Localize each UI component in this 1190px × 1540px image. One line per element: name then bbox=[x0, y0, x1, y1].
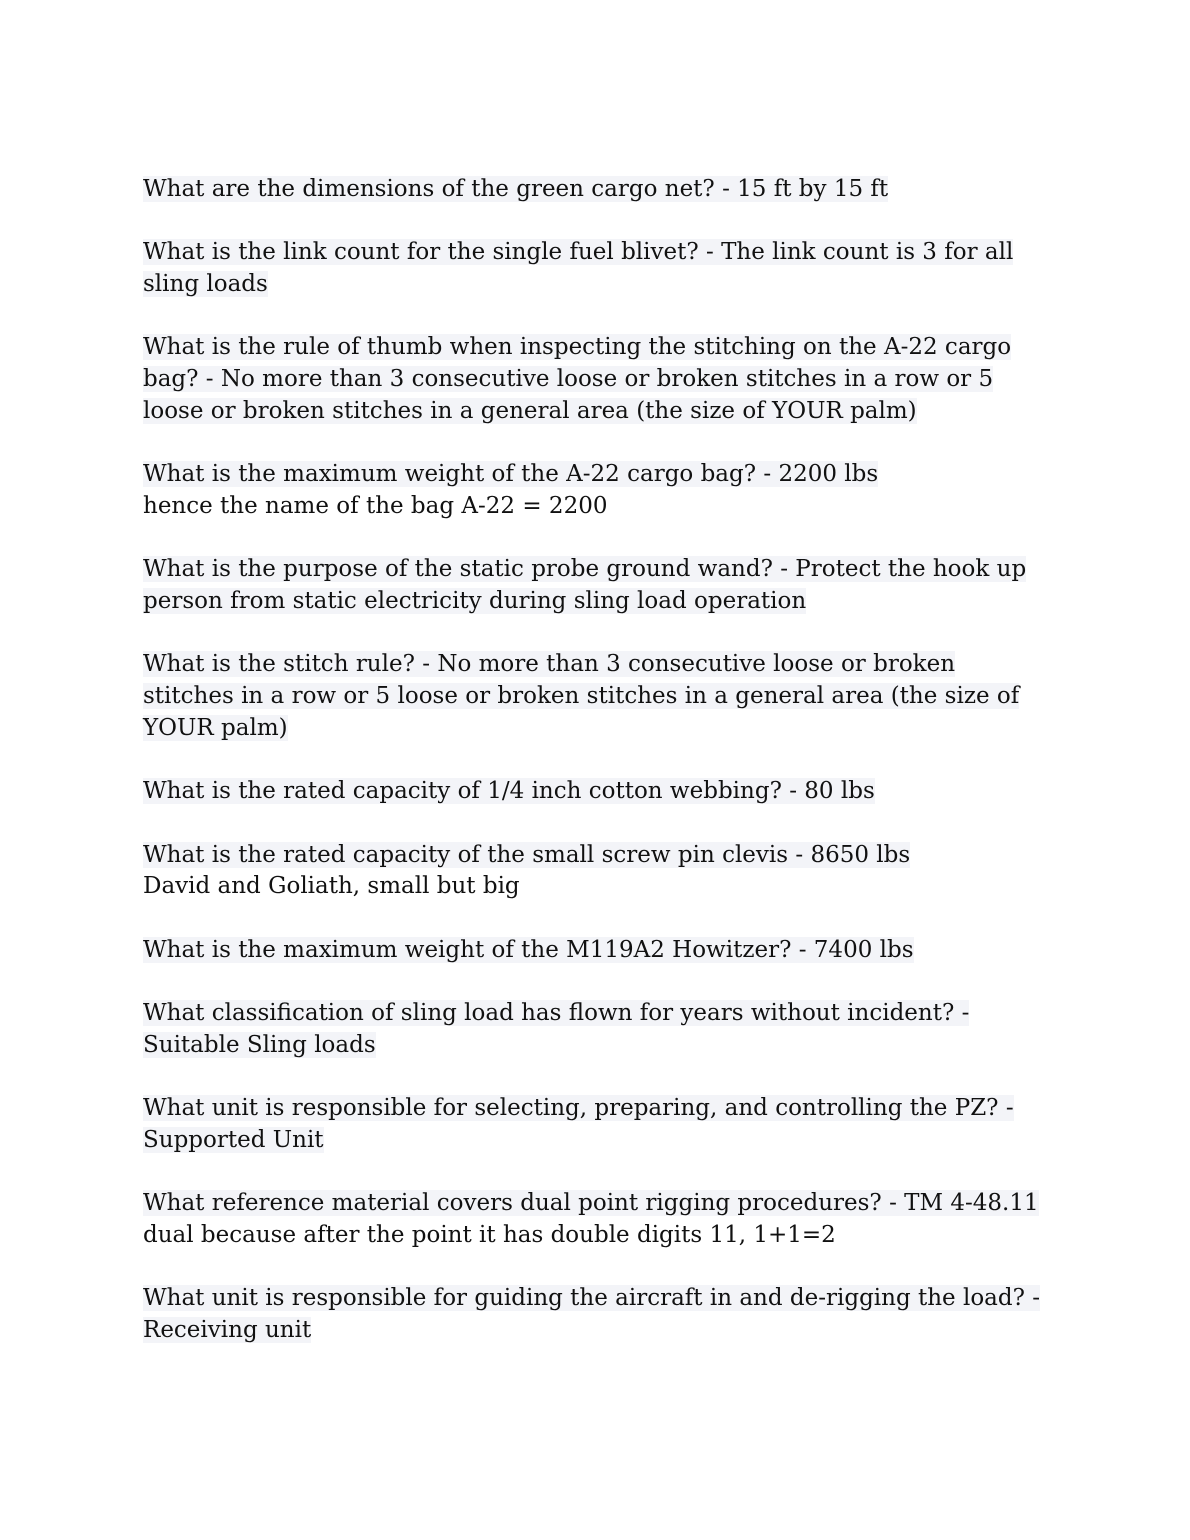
qa-note: David and Goliath, small but big bbox=[143, 873, 520, 900]
qa-text: What is the maximum weight of the A-22 cargo bag? - 2200 lbs bbox=[143, 461, 879, 488]
qa-note: hence the name of the bag A-22 = 2200 bbox=[143, 493, 608, 520]
qa-item bbox=[143, 237, 1048, 301]
qa-note: dual because after the point it has double digits 11, 1+1=2 bbox=[143, 1222, 836, 1249]
qa-item bbox=[143, 554, 1048, 618]
qa-text: What is the rule of thumb when inspecting the stitching on the A-22 cargo bag? - No more than 3 consecutive loose or broken stitches in a row or 5 loose or broken stitches in a general area (the size of YOUR palm) bbox=[143, 334, 1012, 424]
qa-text: What is the rated capacity of the small screw pin clevis - 8650 lbs bbox=[143, 841, 911, 868]
qa-text: What is the purpose of the static probe ground wand? - Protect the hook up person from static electricity during sling load operation bbox=[143, 556, 1027, 615]
qa-text: What is the maximum weight of the M119A2 Howitzer? - 7400 lbs bbox=[143, 936, 914, 963]
qa-item bbox=[143, 998, 1048, 1062]
qa-item bbox=[143, 1188, 1048, 1252]
qa-item bbox=[143, 776, 1048, 808]
qa-text: What unit is responsible for guiding the aircraft in and de-rigging the load? - Receiving unit bbox=[143, 1285, 1041, 1344]
qa-item bbox=[143, 649, 1048, 744]
qa-text: What is the link count for the single fuel blivet? - The link count is 3 for all sling loads bbox=[143, 239, 1014, 298]
qa-text: What reference material covers dual point rigging procedures? - TM 4-48.11 bbox=[143, 1190, 1039, 1217]
qa-text: What classification of sling load has flown for years without incident? - Suitable Sling loads bbox=[143, 1000, 970, 1058]
document-page bbox=[143, 174, 1048, 1378]
qa-item bbox=[143, 1093, 1048, 1157]
qa-text: What is the stitch rule? - No more than 3 consecutive loose or broken stitches in a row or 5 loose or broken stitches in a general area (the size of YOUR palm) bbox=[143, 651, 1020, 742]
qa-text: What unit is responsible for selecting, preparing, and controlling the PZ? - Supported Unit bbox=[143, 1095, 1014, 1153]
qa-item bbox=[143, 174, 1048, 206]
qa-item bbox=[143, 1283, 1048, 1347]
qa-item bbox=[143, 840, 1048, 904]
qa-item bbox=[143, 459, 1048, 523]
qa-item bbox=[143, 332, 1048, 427]
qa-text: What is the rated capacity of 1/4 inch cotton webbing? - 80 lbs bbox=[143, 778, 875, 805]
qa-text: What are the dimensions of the green cargo net? - 15 ft by 15 ft bbox=[143, 176, 889, 202]
qa-item bbox=[143, 935, 1048, 967]
